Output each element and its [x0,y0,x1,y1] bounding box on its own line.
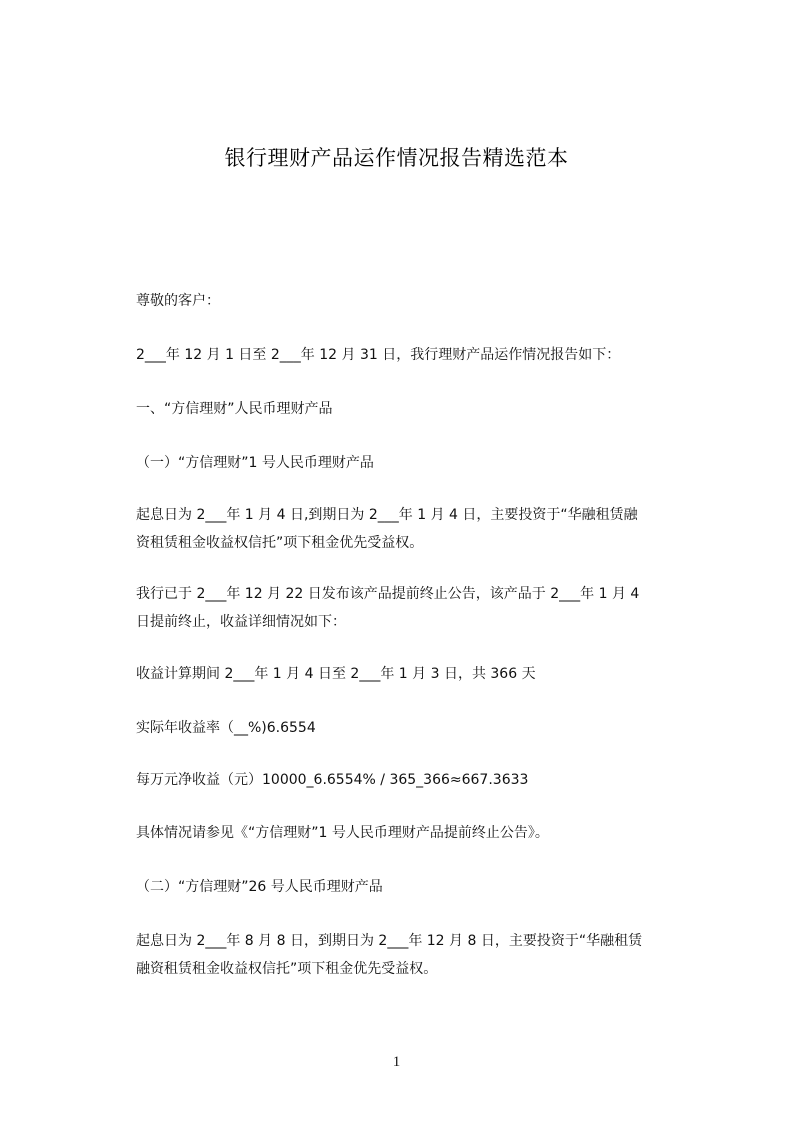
sub1-para1-line2: 资租赁租金收益权信托”项下租金优先受益权。 [136,535,424,551]
details-reference: 具体情况请参见《“方信理财”1 号人民币理财产品提前终止公告》。 [136,825,549,841]
document-title: 银行理财产品运作情况报告精选范本 [224,146,569,170]
page-number: 1 [392,1054,401,1070]
greeting: 尊敬的客户： [136,293,220,309]
sub1-para2-line1: 我行已于 2___年 12 月 22 日发布该产品提前终止公告，该产品于 2___年 1 月 4 [136,586,640,602]
income-period: 收益计算期间 2___年 1 月 4 日至 2___年 1 月 3 日，共 366 天 [136,666,536,682]
subsection-1-heading: （一）“方信理财”1 号人民币理财产品 [136,455,374,471]
section-1-heading: 一、“方信理财”人民币理财产品 [136,401,333,417]
sub1-para1-line1: 起息日为 2___年 1 月 4 日,到期日为 2___年 1 月 4 日，主要投资于“华融租赁融 [136,507,638,523]
sub1-para2-line2: 日提前终止，收益详细情况如下： [136,614,346,630]
annual-rate: 实际年收益率（__%)6.6554 [136,720,316,736]
intro-paragraph: 2___年 12 月 1 日至 2___年 12 月 31 日，我行理财产品运作情况报告如下： [136,347,621,363]
sub2-para1-line1: 起息日为 2___年 8 月 8 日，到期日为 2___年 12 月 8 日，主要投资于“华融租赁 [136,933,643,949]
sub2-para1-line2: 融资租赁租金收益权信托”项下租金优先受益权。 [136,961,438,977]
subsection-2-heading: （二）“方信理财”26 号人民币理财产品 [136,879,383,895]
net-income: 每万元净收益（元）10000_6.6554% / 365_366≈667.3633 [136,772,529,788]
